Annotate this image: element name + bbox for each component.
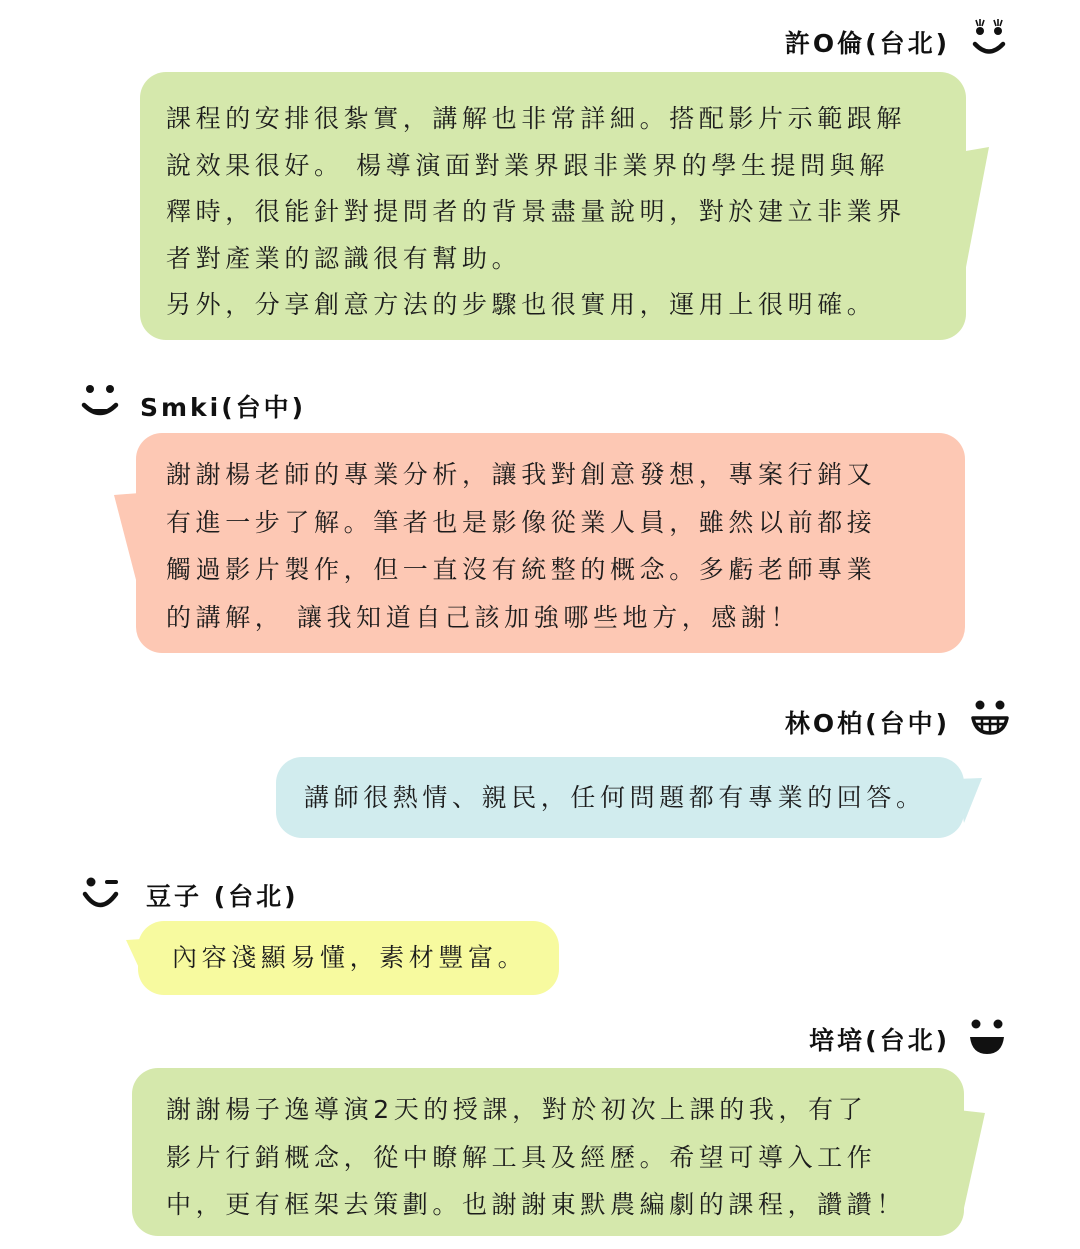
reviewer-name: 許O倫(台北) (784, 29, 950, 58)
review-line: 講師很熱情、親民，任何問題都有專業的回答。 (304, 783, 926, 812)
review-line: 釋時，很能針對提問者的背景盡量說明，對於建立非業界 (166, 197, 907, 226)
review-line: 內容淺顯易懂，素材豐富。 (172, 943, 528, 972)
review-line: 者對產業的認識很有幫助。 (166, 243, 522, 273)
review-text (166, 451, 876, 641)
review-bubble (140, 72, 966, 340)
bubble-tail (140, 72, 141, 73)
review-line: 說效果很好。 楊導演面對業界跟非業界的學生提問與解 (166, 150, 889, 180)
review-line: 謝謝楊子逸導演2天的授課，對於初次上課的我，有了 (166, 1095, 868, 1124)
review-line: 中，更有框架去策劃。也謝謝東默農編劇的課程，讚讚！ (166, 1190, 907, 1219)
review-line: 的講解， 讓我知道自己該加強哪些地方，感謝！ (166, 602, 801, 632)
reviewer-name: 培培(台北) (809, 1026, 950, 1055)
review-text (172, 938, 527, 978)
reviewer-name: 豆子 (台北) (146, 882, 299, 911)
review-text (166, 96, 906, 329)
bubble-tail (136, 433, 137, 434)
reviewer-name: 林O柏(台中) (784, 709, 950, 738)
review-bubble (132, 1068, 964, 1236)
review-line: 有進一步了解。筆者也是影像從業人員，雖然以前都接 (166, 507, 877, 537)
review-line: 另外，分享創意方法的步驟也很實用，運用上很明確。 (166, 290, 877, 319)
review-line: 謝謝楊老師的專業分析，讓我對創意發想，專案行銷又 (166, 460, 877, 489)
winking-smile-icon (80, 872, 124, 916)
big-smile-icon (966, 1016, 1010, 1060)
review-line: 課程的安排很紮實，講解也非常詳細。搭配影片示範跟解 (166, 104, 907, 133)
review-line: 觸過影片製作，但一直沒有統整的概念。多虧老師專業 (166, 555, 877, 584)
reviewer-name: Smki(台中) (140, 393, 307, 422)
review-bubble (276, 757, 964, 838)
smiley-tongue-icon (80, 380, 122, 422)
review-bubble (136, 433, 965, 653)
review-text (166, 1086, 906, 1229)
bubble-tail (276, 757, 277, 758)
grinning-teeth-icon (968, 696, 1012, 740)
review-line: 影片行銷概念，從中瞭解工具及經歷。希望可導入工作 (166, 1142, 877, 1172)
review-text (304, 778, 926, 818)
review-bubble (138, 921, 559, 995)
smiley-eyelashes-icon (966, 16, 1012, 62)
bubble-tail (132, 1068, 133, 1069)
bubble-tail (138, 921, 139, 922)
